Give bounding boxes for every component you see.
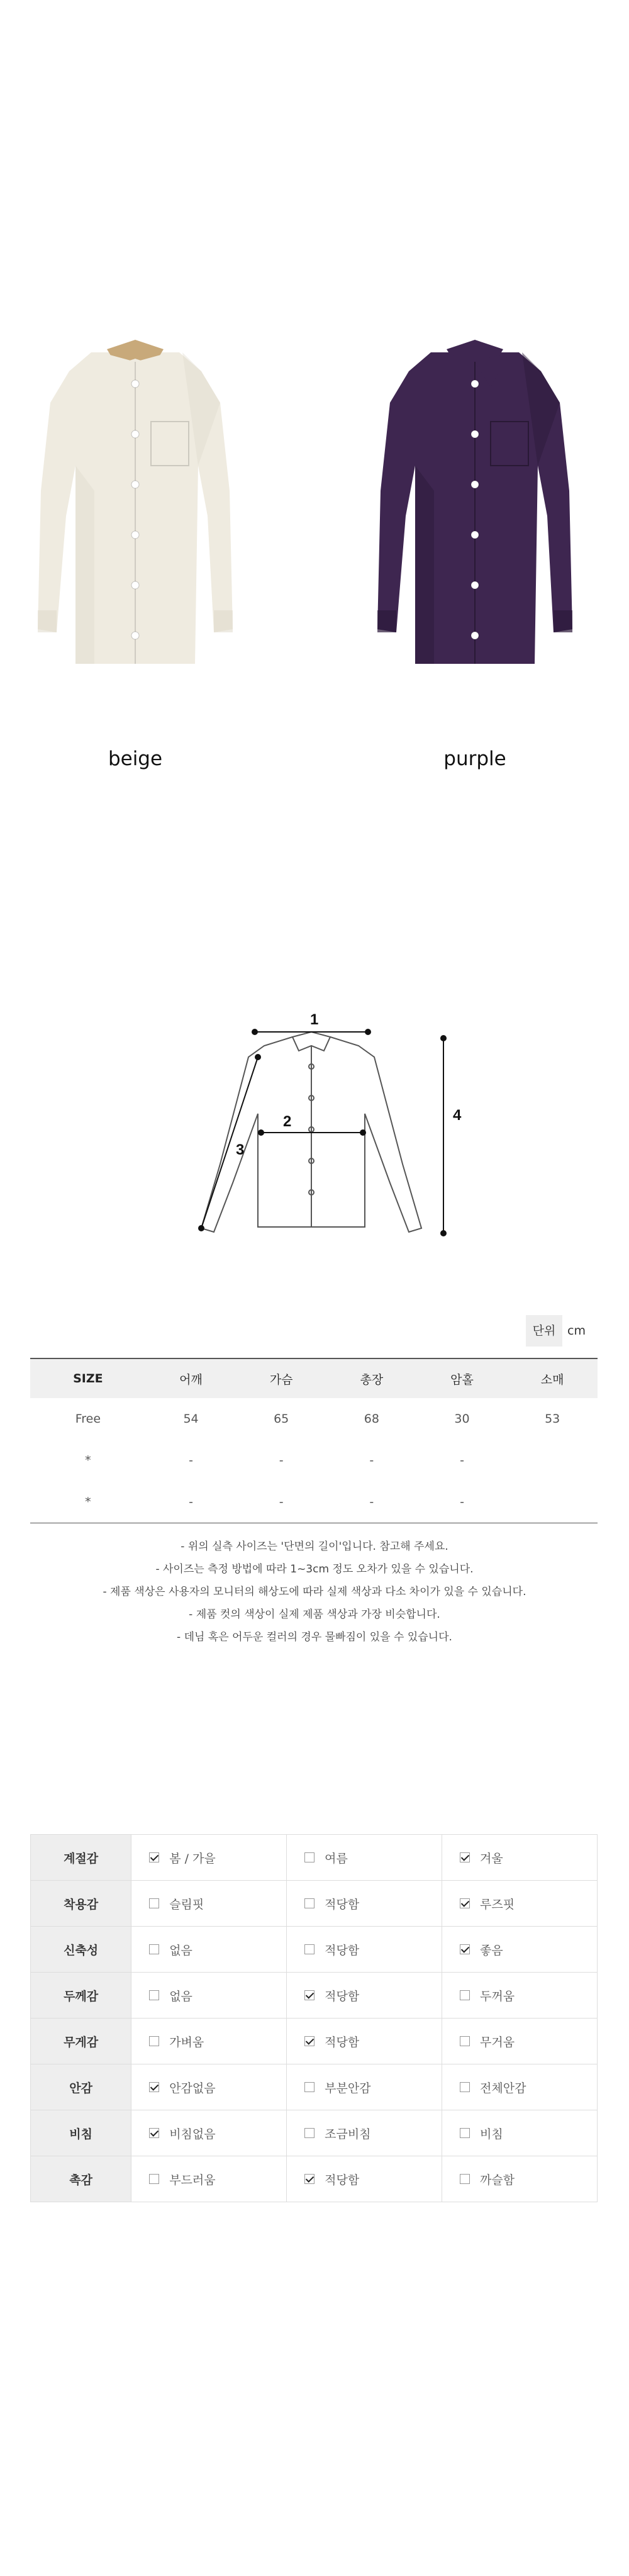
checked-checkbox-icon xyxy=(460,1852,470,1862)
attribute-option-label: 여름 xyxy=(325,1851,348,1866)
attribute-option-label: 부분안감 xyxy=(325,2081,371,2095)
shirt-button xyxy=(131,632,139,639)
attribute-option-label: 없음 xyxy=(169,1943,192,1957)
size-cell: * xyxy=(85,1453,91,1467)
attribute-row xyxy=(31,2156,598,2202)
size-notes xyxy=(0,1535,629,1649)
attribute-name: 비침 xyxy=(31,2110,131,2156)
unit-label: 단위 xyxy=(526,1315,562,1347)
attribute-option-label: 적당함 xyxy=(325,2173,360,2187)
size-cell: 65 xyxy=(274,1412,289,1426)
shirt-illustration-purple xyxy=(371,327,579,686)
checked-checkbox-icon xyxy=(149,1852,159,1862)
attribute-option-label: 적당함 xyxy=(325,1943,360,1957)
attribute-option-label: 적당함 xyxy=(325,2035,360,2049)
shirt-button xyxy=(131,581,139,589)
shirt-button xyxy=(471,380,479,388)
attribute-row xyxy=(31,1927,598,1973)
unchecked-checkbox-icon xyxy=(149,2036,159,2046)
product-photo-beige xyxy=(31,327,239,686)
note-line: - 사이즈는 측정 방법에 따라 1~3cm 정도 오차가 있을 수 있습니다. xyxy=(155,1563,474,1576)
unchecked-checkbox-icon xyxy=(304,2082,314,2092)
attribute-option xyxy=(287,2110,442,2156)
attribute-name: 두께감 xyxy=(31,1973,131,2019)
unchecked-checkbox-icon xyxy=(149,2174,159,2184)
unchecked-checkbox-icon xyxy=(460,2036,470,2046)
product-attributes-table xyxy=(30,1834,598,2202)
attribute-row xyxy=(31,2110,598,2156)
size-cell: - xyxy=(417,1481,508,1523)
attribute-row xyxy=(31,2064,598,2110)
unchecked-checkbox-icon xyxy=(149,1944,159,1954)
attribute-option xyxy=(442,1835,598,1881)
shirt-button xyxy=(131,481,139,488)
unit-value: cm xyxy=(567,1324,586,1338)
shirt-outline-diagram xyxy=(186,1007,475,1258)
unchecked-checkbox-icon xyxy=(149,1898,159,1908)
size-table xyxy=(30,1358,598,1523)
attribute-option-label: 없음 xyxy=(169,1989,192,2003)
unchecked-checkbox-icon xyxy=(304,1898,314,1908)
color-label-beige: beige xyxy=(108,748,163,770)
table-row xyxy=(30,1481,598,1523)
attribute-option-label: 비침 xyxy=(480,2127,503,2141)
size-cell: - xyxy=(279,1453,284,1467)
attribute-name: 계절감 xyxy=(31,1835,131,1881)
attribute-option-label: 가벼움 xyxy=(169,2035,204,2049)
size-cell: - xyxy=(146,1481,237,1523)
checked-checkbox-icon xyxy=(149,2082,159,2092)
size-table-header xyxy=(30,1358,598,1398)
attribute-option xyxy=(131,1927,287,1973)
size-header-cell: 암홀 xyxy=(417,1358,508,1398)
attribute-option xyxy=(442,1973,598,2019)
attribute-option-label: 적당함 xyxy=(325,1989,360,2003)
unchecked-checkbox-icon xyxy=(460,2128,470,2138)
attribute-option xyxy=(287,1835,442,1881)
shirt-button xyxy=(471,481,479,488)
size-cell: * xyxy=(30,1481,146,1523)
diagram-label-length: 4 xyxy=(453,1107,462,1124)
note-line: - 데님 혹은 어두운 컬러의 경우 물빠짐이 있을 수 있습니다. xyxy=(177,1631,452,1644)
attribute-option-label: 무거움 xyxy=(480,2035,515,2049)
attribute-option xyxy=(287,1973,442,2019)
attribute-name: 신축성 xyxy=(31,1927,131,1973)
size-cell: - xyxy=(326,1481,417,1523)
attribute-option-label: 좋음 xyxy=(480,1943,503,1957)
attribute-option xyxy=(287,1927,442,1973)
attribute-name: 무게감 xyxy=(31,2019,131,2064)
diagram-label-shoulder: 1 xyxy=(310,1011,319,1028)
attribute-row xyxy=(31,1835,598,1881)
attribute-option-label: 비침없음 xyxy=(169,2127,216,2141)
attribute-option xyxy=(287,2019,442,2064)
attribute-option-label: 까슬함 xyxy=(480,2173,515,2187)
attribute-row xyxy=(31,2019,598,2064)
note-line: - 제품 색상은 사용자의 모니터의 해상도에 따라 실제 색상과 다소 차이가 있을 수 있습니다. xyxy=(103,1586,526,1598)
attribute-option xyxy=(442,2156,598,2202)
unchecked-checkbox-icon xyxy=(304,1852,314,1862)
shirt-button xyxy=(471,632,479,639)
table-row xyxy=(30,1398,598,1440)
size-header-cell: 어깨 xyxy=(146,1358,237,1398)
size-cell xyxy=(507,1481,598,1523)
checked-checkbox-icon xyxy=(304,2036,314,2046)
attribute-option xyxy=(131,2019,287,2064)
size-cell: Free xyxy=(75,1412,101,1426)
size-cell: 54 xyxy=(183,1412,199,1426)
size-header-cell: 소매 xyxy=(507,1358,598,1398)
product-photo-purple xyxy=(371,327,579,686)
size-cell xyxy=(507,1440,598,1481)
attribute-option xyxy=(442,2064,598,2110)
attribute-option-label: 겨울 xyxy=(480,1851,503,1866)
checked-checkbox-icon xyxy=(149,2128,159,2138)
size-cell: - xyxy=(236,1481,326,1523)
checked-checkbox-icon xyxy=(460,1944,470,1954)
checked-checkbox-icon xyxy=(460,1898,470,1908)
attribute-option-label: 슬림핏 xyxy=(169,1897,204,1912)
checked-checkbox-icon xyxy=(304,2174,314,2184)
size-cell: - xyxy=(189,1453,193,1467)
attribute-option-label: 조금비침 xyxy=(325,2127,371,2141)
attribute-option xyxy=(442,1927,598,1973)
attribute-name: 착용감 xyxy=(31,1881,131,1927)
attribute-option xyxy=(131,2110,287,2156)
size-cell: 68 xyxy=(364,1412,379,1426)
attribute-name: 안감 xyxy=(31,2064,131,2110)
unchecked-checkbox-icon xyxy=(149,1990,159,2000)
color-label-purple: purple xyxy=(443,748,506,770)
attribute-option xyxy=(442,2019,598,2064)
attribute-option xyxy=(131,2064,287,2110)
shirt-button xyxy=(471,581,479,589)
attribute-option-label: 적당함 xyxy=(325,1897,360,1912)
shirt-button xyxy=(471,531,479,539)
note-line: - 위의 실측 사이즈는 '단면의 길이'입니다. 참고해 주세요. xyxy=(181,1540,448,1553)
size-header-cell: 총장 xyxy=(326,1358,417,1398)
size-cell: - xyxy=(369,1453,374,1467)
shirt-illustration-beige xyxy=(31,327,239,686)
attribute-option-label: 두꺼움 xyxy=(480,1989,515,2003)
shirt-button xyxy=(131,380,139,388)
unchecked-checkbox-icon xyxy=(304,1944,314,1954)
note-line: - 제품 컷의 색상이 실제 제품 색상과 가장 비슷합니다. xyxy=(189,1608,440,1621)
attribute-option xyxy=(131,1835,287,1881)
unchecked-checkbox-icon xyxy=(460,1990,470,2000)
shirt-button xyxy=(471,430,479,438)
size-header-cell: SIZE xyxy=(30,1358,146,1398)
unchecked-checkbox-icon xyxy=(460,2174,470,2184)
size-cell: 53 xyxy=(545,1412,560,1426)
table-row xyxy=(30,1440,598,1481)
attribute-option xyxy=(131,1973,287,2019)
attribute-option-label: 전체안감 xyxy=(480,2081,526,2095)
size-cell: - xyxy=(460,1453,464,1467)
diagram-label-chest: 2 xyxy=(283,1113,292,1130)
attribute-row xyxy=(31,1881,598,1927)
diagram-label-sleeve: 3 xyxy=(236,1141,245,1158)
attribute-row xyxy=(31,1973,598,2019)
shirt-button xyxy=(131,430,139,438)
unchecked-checkbox-icon xyxy=(304,2128,314,2138)
attribute-option xyxy=(442,2110,598,2156)
attribute-option-label: 부드러움 xyxy=(169,2173,216,2187)
attribute-name: 촉감 xyxy=(31,2156,131,2202)
size-cell: 30 xyxy=(454,1412,470,1426)
attribute-option-label: 안감없음 xyxy=(169,2081,216,2095)
unchecked-checkbox-icon xyxy=(460,2082,470,2092)
checked-checkbox-icon xyxy=(304,1990,314,2000)
shirt-button xyxy=(131,531,139,539)
attribute-option xyxy=(287,1881,442,1927)
size-header-cell: 가슴 xyxy=(236,1358,326,1398)
attribute-option-label: 루즈핏 xyxy=(480,1897,515,1912)
attribute-option xyxy=(442,1881,598,1927)
attribute-option-label: 봄 / 가을 xyxy=(169,1851,216,1866)
attribute-option xyxy=(131,2156,287,2202)
attribute-option xyxy=(131,1881,287,1927)
attribute-option xyxy=(287,2064,442,2110)
attribute-option xyxy=(287,2156,442,2202)
size-measurement-diagram xyxy=(186,1007,475,1258)
